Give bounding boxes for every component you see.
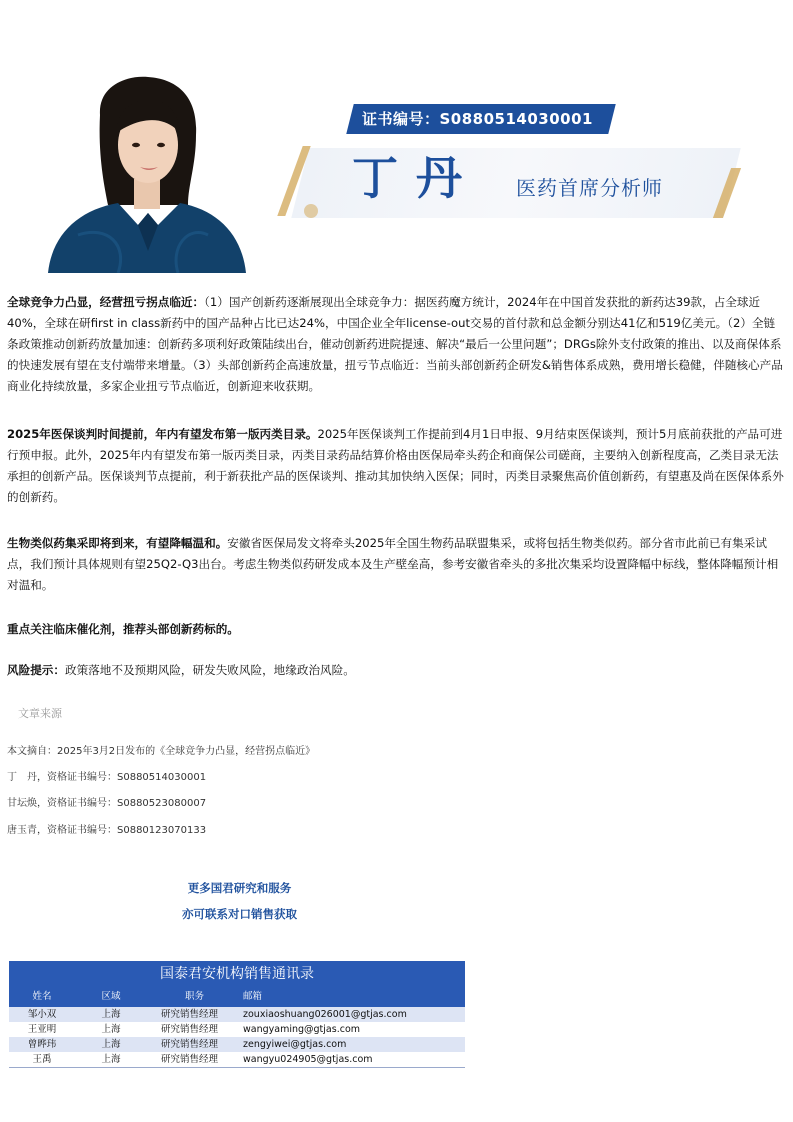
header-email: 邮箱 <box>243 991 263 1002</box>
cell-position: 研究销售经理 <box>161 1039 219 1050</box>
paragraph-biosimilar <box>7 533 785 596</box>
cell-email[interactable]: zouxiaoshuang026001@gtjas.com <box>243 1009 407 1020</box>
table-row <box>9 1052 465 1067</box>
cell-region: 上海 <box>101 1009 121 1020</box>
author-line: 唐玉青，资格证书编号：S0880123070133 <box>7 825 207 836</box>
cell-name: 邹小双 <box>27 1009 57 1020</box>
table-header-row <box>9 987 465 1007</box>
analyst-portrait <box>38 75 250 273</box>
table-title: 国泰君安机构销售通讯录 <box>9 961 465 987</box>
paragraph-lead: 重点关注临床催化剂，推荐头部创新药标的。 <box>7 622 239 636</box>
source-excerpt: 本文摘自：2025年3月2日发布的《全球竞争力凸显，经营拐点临近》 <box>7 746 316 757</box>
table-bottom-rule <box>9 1067 465 1068</box>
cell-name: 曾晔玮 <box>27 1039 57 1050</box>
paragraph-body: （1）国产创新药逐渐展现出全球竞争力：据医药魔方统计，2024年在中国首发获批的新药达39款，占全球近40%，全球在研first in class新药中的国产品种占比已达24%，中国企业全年license-out交易的首付款和总金额分别达41亿和519亿美元。（2）全链条政策推动创新药放量加速：创新药多项利好政策陆续出台，催动创新药进院提速、解决“最后一公里问题”；DRGs除外支付政策的推出、以及商保体系的快速发展有望在支付端带来增量。（3）头部创新药企高速放量，扭亏节点临近：当前头部创新药企研发&销售体系成熟，费用增长稳健，伴随核心产品商业化持续放量，多家企业扭亏节点临近，创新迎来收获期。 <box>7 295 783 393</box>
paragraph-competitiveness <box>7 292 785 397</box>
sales-contact-table <box>9 961 465 1068</box>
gold-accent-dot <box>304 204 318 218</box>
author-line: 丁 丹，资格证书编号：S0880514030001 <box>7 772 207 783</box>
cell-region: 上海 <box>101 1054 121 1065</box>
header-region: 区域 <box>101 991 121 1002</box>
paragraph-recommendation <box>7 619 785 640</box>
paragraph-risk-warning <box>7 660 785 681</box>
paragraph-lead: 生物类似药集采即将到来，有望降幅温和。 <box>7 536 228 550</box>
paragraph-lead: 全球竞争力凸显，经营扭亏拐点临近： <box>7 295 205 309</box>
cell-position: 研究销售经理 <box>161 1054 219 1065</box>
cell-position: 研究销售经理 <box>161 1024 219 1035</box>
cell-position: 研究销售经理 <box>161 1009 219 1020</box>
certificate-number: 证书编号：S0880514030001 <box>362 110 593 128</box>
author-line: 甘坛焕，资格证书编号：S0880523080007 <box>7 798 207 809</box>
analyst-title: 医药首席分析师 <box>516 176 663 200</box>
header-name: 姓名 <box>32 991 52 1002</box>
cell-email[interactable]: wangyu024905@gtjas.com <box>243 1054 373 1065</box>
paragraph-medical-insurance <box>7 424 785 508</box>
analyst-name: 丁丹 <box>352 151 480 205</box>
paragraph-body: 政策落地不及预期风险，研发失败风险，地缘政治风险。 <box>64 663 355 677</box>
cell-email[interactable]: wangyaming@gtjas.com <box>243 1024 361 1035</box>
cell-name: 王亚明 <box>27 1024 57 1035</box>
cell-email[interactable]: zengyiwei@gtjas.com <box>243 1039 347 1050</box>
paragraph-body: 安徽省医保局发文将牵头2025年全国生物药品联盟集采，或将包括生物类似药。部分省市此前已有集采试点，我们预计具体规则有望25Q2-Q3出台。考虑生物类似药研发成本及生产壁垒高，参考安徽省牵头的多批次集采均设置降幅中标线，整体降幅预计相对温和。 <box>7 536 779 592</box>
cta-contact-sales: 亦可联系对口销售获取 <box>182 907 297 921</box>
cell-region: 上海 <box>101 1024 121 1035</box>
table-row <box>9 1037 465 1052</box>
paragraph-lead: 2025年医保谈判时间提前，年内有望发布第一版丙类目录。 <box>7 427 318 441</box>
paragraph-body: 2025年医保谈判工作提前到4月1日申报、9月结束医保谈判，预计5月底前获批的产品可进行预申报。此外，2025年内有望发布第一版丙类目录，丙类目录药品结算价格由医保局牵头药企和商保公司磋商，主要纳入创新程度高，乙类目录无法承担的创新产品。医保谈判节点提前，利于新获批产品的医保谈判、推动其加快纳入医保；同时，丙类目录聚焦高价值创新药，有望惠及尚在医保体系外的创新药。 <box>7 427 784 504</box>
table-row <box>9 1022 465 1037</box>
header-position: 职务 <box>185 991 205 1002</box>
paragraph-lead: 风险提示： <box>7 663 65 677</box>
source-label: 文章来源 <box>18 707 62 720</box>
table-row <box>9 1007 465 1022</box>
cell-region: 上海 <box>101 1039 121 1050</box>
cell-name: 王禹 <box>32 1054 52 1065</box>
cta-more-research: 更多国君研究和服务 <box>187 881 292 895</box>
